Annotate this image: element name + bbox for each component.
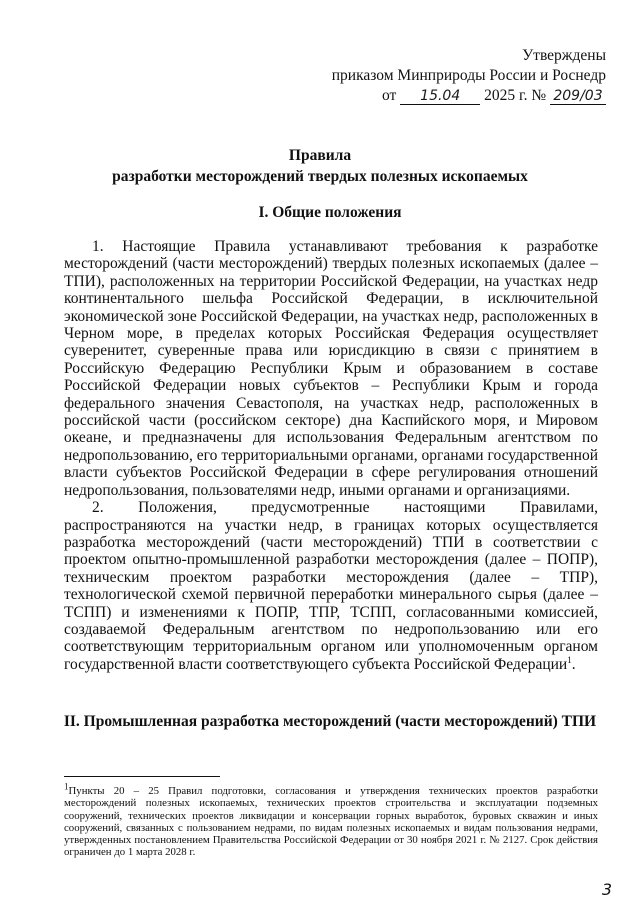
handwritten-number: 209/03 (553, 88, 603, 104)
approval-date-field (400, 88, 480, 105)
footnote-mark: 1 (64, 781, 69, 792)
paragraph-1: 1. Настоящие Правила устанавливают требования к разработке месторождений (части месторождений) твердых полезных ископаемых (далее – ТПИ), расположенных на территории Российской Федерации, на участках недр континентального шельфа Российской Федерации, в исключительной экономической зоне Российской Федерации, на участках недр, расположенных в Черном море, в пределах которых Российская Федерация осуществляет суверенитет, суверенные права или юрисдикцию в связи с принятием в Российскую Федерацию Республики Крым и образованием в составе Российской Федерации новых субъектов – Республики Крым и города федерального значения Севастополя, на участках недр, расположенных в российской части (российском секторе) дна Каспийского моря, и Мировом океане, и предназначены для использования Федеральным агентством по недропользованию, его территориальными органами, органами государственной власти субъектов Российской Федерации в сфере регулирования отношений недропользования, пользователями недр, иными органами и организациями. (64, 238, 598, 499)
document-title: Правила (288, 147, 352, 164)
paragraph-2-text: 2. Положения, предусмотренные настоящими Правилами, распространяются на участки недр, в границах которых осуществляется разработка месторождений (части месторождений) ТПИ в соответствии с проектом опытно-промышленной разработки месторождения (далее – ПОПР), техническим проектом разработки месторождения (далее – ТПР), технологической схемой первичной переработки минерального сырья (далее – ТСПП) и изменениями к ПОПР, ТПР, ТСПП, согласованными комиссией, создаваемой Федеральным агентством по недропользованию или его соответствующим территориальным органом или уполномоченным органом государственной власти соответствующего субъекта Российской Федерации (64, 499, 598, 673)
document-subtitle: разработки месторождений твердых полезных ископаемых (112, 168, 528, 185)
footnote-text: Пункты 20 – 25 Правил подготовки, согласования и утверждения технических проектов разработки месторождений полезных ископаемых, технических проектов строительства и эксплуатации подземных сооружений, технических проектов ликвидации и консервации горных выработок, буровых скважин и иных сооружений, связанных с пользованием недрами, по видам полезных ископаемых и видам пользования недрами, утвержденных постановлением Правительства Российской Федерации от 30 ноября 2021 г. № 2127. Срок действия ограничен до 1 марта 2028 г. (64, 785, 598, 859)
approval-number-field (550, 88, 606, 105)
approval-order-line: приказом Минприроды России и Роснедр (331, 67, 606, 84)
approval-from-label: от (382, 87, 397, 104)
section-1-heading: I. Общие положения (258, 204, 402, 221)
page-number: 3 (601, 880, 612, 899)
footnote-reference: 1 (567, 654, 572, 665)
footnote-divider (64, 776, 220, 777)
document-body (64, 238, 598, 673)
approval-title: Утверждены (522, 47, 606, 64)
approval-block (332, 46, 606, 106)
approval-date-line (332, 86, 606, 106)
section-2-heading: II. Промышленная разработка месторождений (части месторождений) ТПИ (63, 713, 597, 730)
paragraph-2-end: . (571, 655, 576, 673)
handwritten-date: 15.04 (420, 88, 461, 104)
footnote (64, 781, 598, 859)
approval-year-label: 2025 г. № (484, 87, 547, 104)
paragraph-2 (64, 499, 598, 673)
